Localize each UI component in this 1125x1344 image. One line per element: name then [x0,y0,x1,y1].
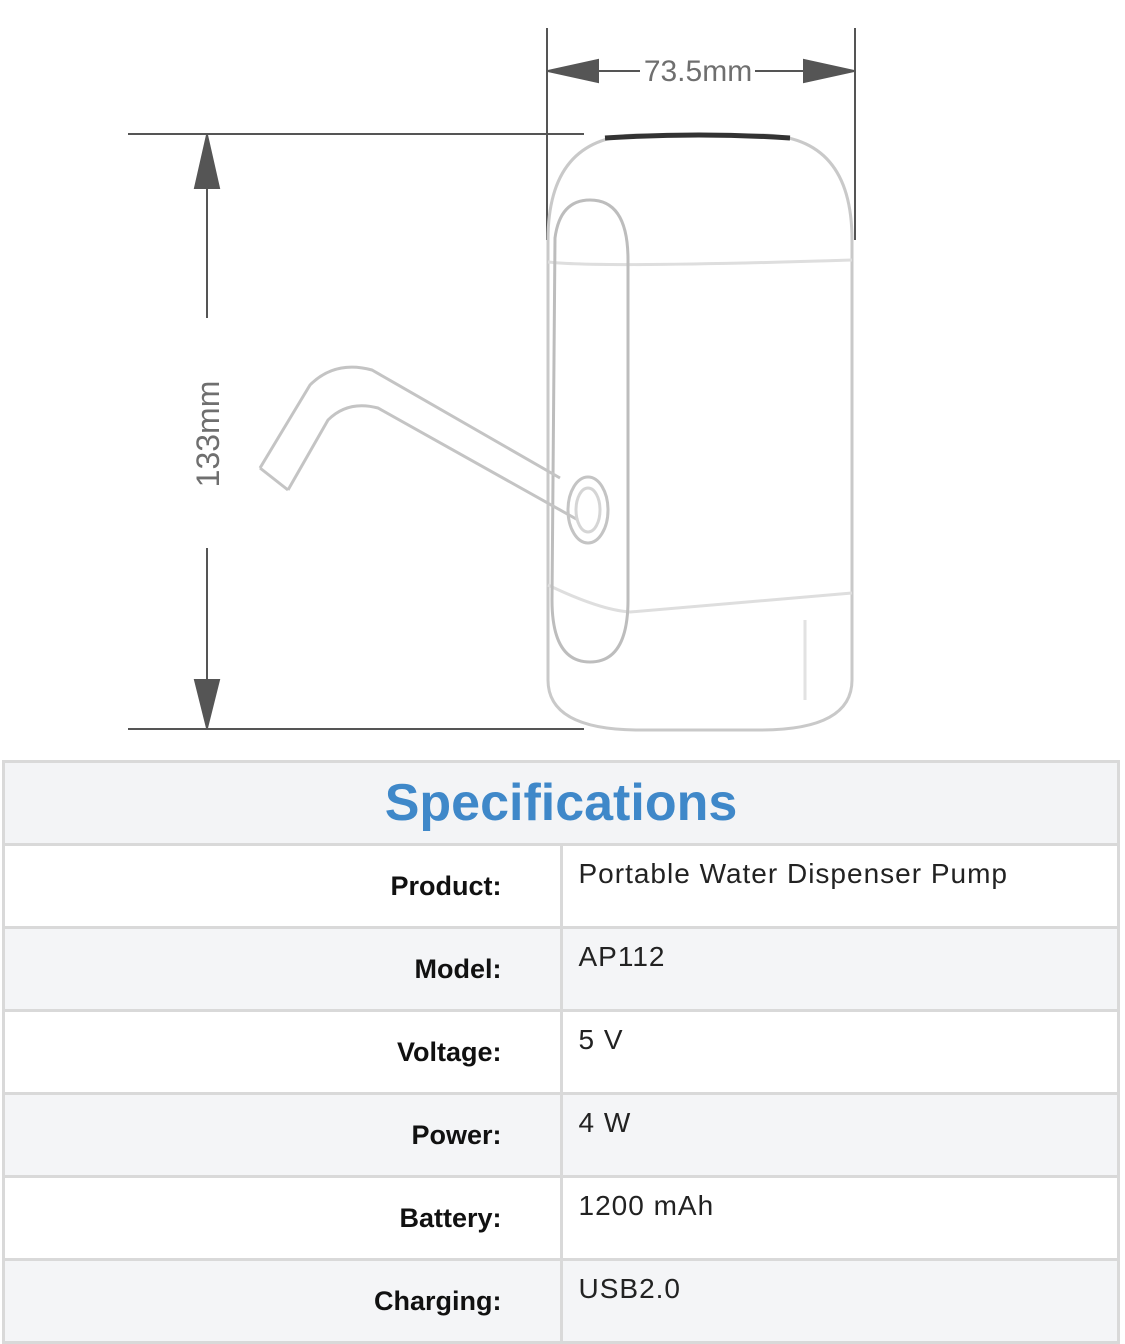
table-row [4,1094,1119,1177]
spec-label-battery: Battery: [4,1177,562,1260]
spec-label-charging: Charging: [4,1260,562,1343]
pump-body [548,135,852,730]
arrow-left-icon [548,60,598,82]
table-row [4,845,1119,928]
spec-label-product: Product: [4,845,562,928]
spec-label-voltage: Voltage: [4,1011,562,1094]
table-row [4,1260,1119,1343]
spec-label-model: Model: [4,928,562,1011]
table-row [4,1177,1119,1260]
arrow-right-icon [804,60,854,82]
spec-value-battery: 1200 mAh [561,1177,1119,1260]
specifications-title: Specifications [4,762,1119,845]
arrow-down-icon [195,680,219,728]
spout [260,367,608,543]
spec-value-charging: USB2.0 [561,1260,1119,1343]
specifications-table [2,760,1120,1344]
spec-value-product: Portable Water Dispenser Pump [561,845,1119,928]
spec-value-voltage: 5 V [561,1011,1119,1094]
spec-value-model: AP112 [561,928,1119,1011]
width-label: 73.5mm [643,55,753,88]
spec-value-power: 4 W [561,1094,1119,1177]
spec-label-power: Power: [4,1094,562,1177]
table-row [4,928,1119,1011]
table-row [4,1011,1119,1094]
arrow-up-icon [195,135,219,188]
height-label: 133mm [190,380,226,488]
